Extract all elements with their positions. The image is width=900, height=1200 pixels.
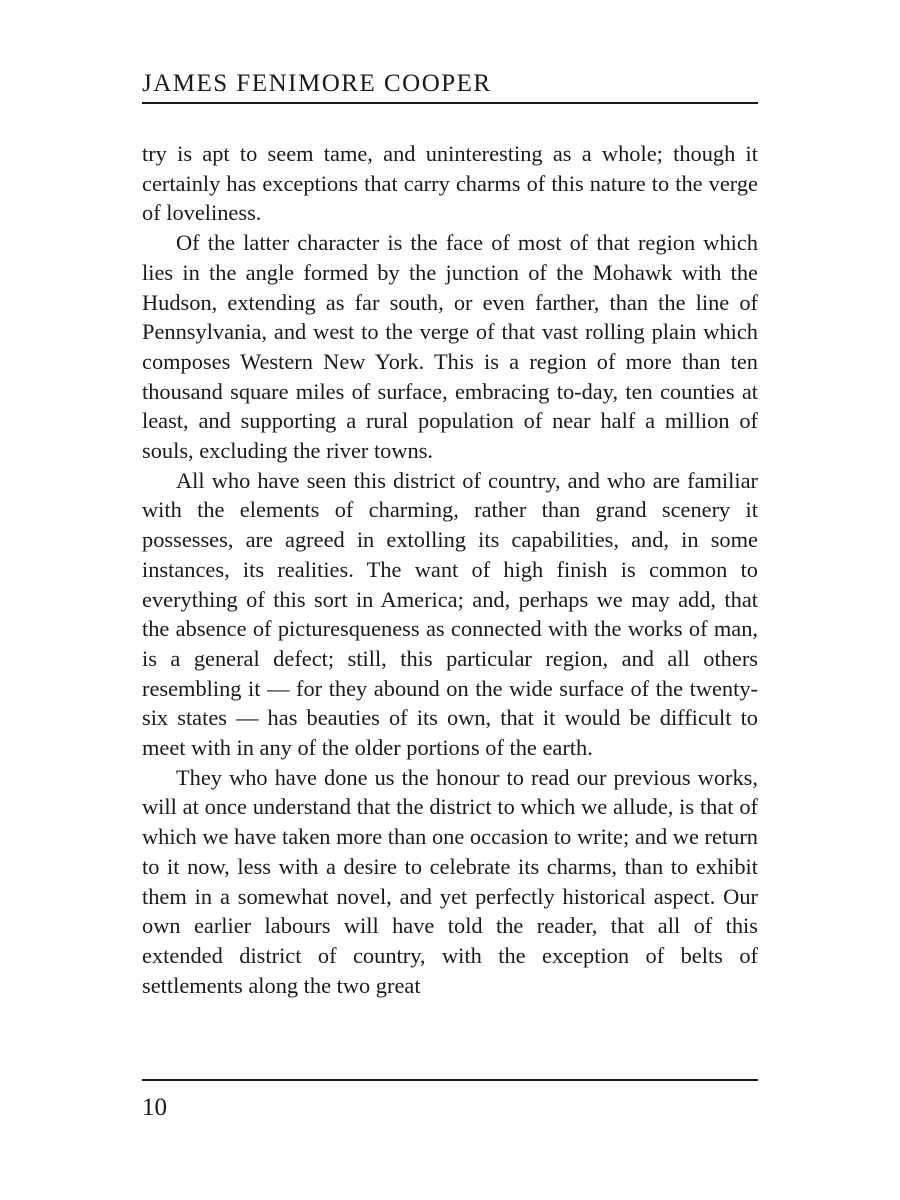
page-number: 10 — [142, 1094, 167, 1121]
page-body — [142, 139, 758, 1000]
paragraph-3: All who have seen this district of country, and who are familiar with the elements of charming, rather than grand scenery it possesses, are agreed in extolling its capabilities, and, in some instances, its realities. The want of high finish is common to everything of this sort in America; and, perhaps we may add, that the absence of picturesqueness as connected with the works of man, is a general defect; still, this particular region, and all others resembling it — for they abound on the wide surface of the twenty-six states — has beauties of its own, that it would be difficult to meet with in any of the older portions of the earth. — [142, 467, 758, 761]
paragraph-4: They who have done us the honour to read our previous works, will at once understand that the district to which we allude, is that of which we have taken more than one occasion to write; and we return to it now, less with a desire to celebrate its charms, than to exhibit them in a somewhat novel, and yet perfectly historical aspect. Our own earlier labours will have told the reader, that all of this extended district of country, with the exception of belts of settlements along the two great — [142, 764, 758, 998]
running-header-title: JAMES FENIMORE COOPER — [142, 70, 492, 97]
paragraph-1: try is apt to seem tame, and uninteresting as a whole; though it certainly has exceptions that carry charms of this nature to the verge of loveliness. — [142, 141, 758, 226]
running-header — [142, 66, 758, 104]
paragraph-2: Of the latter character is the face of most of that region which lies in the angle formed by the junction of the Mohawk with the Hudson, extending as far south, or even farther, than the line of Pennsylvania, and west to the verge of that vast rolling plain which composes Western New York. This is a region of more than ten thousand square miles of surface, embracing to-day, ten counties at least, and supporting a rural population of near half a million of souls, excluding the river towns. — [142, 230, 758, 464]
footer-rule — [142, 1079, 758, 1081]
